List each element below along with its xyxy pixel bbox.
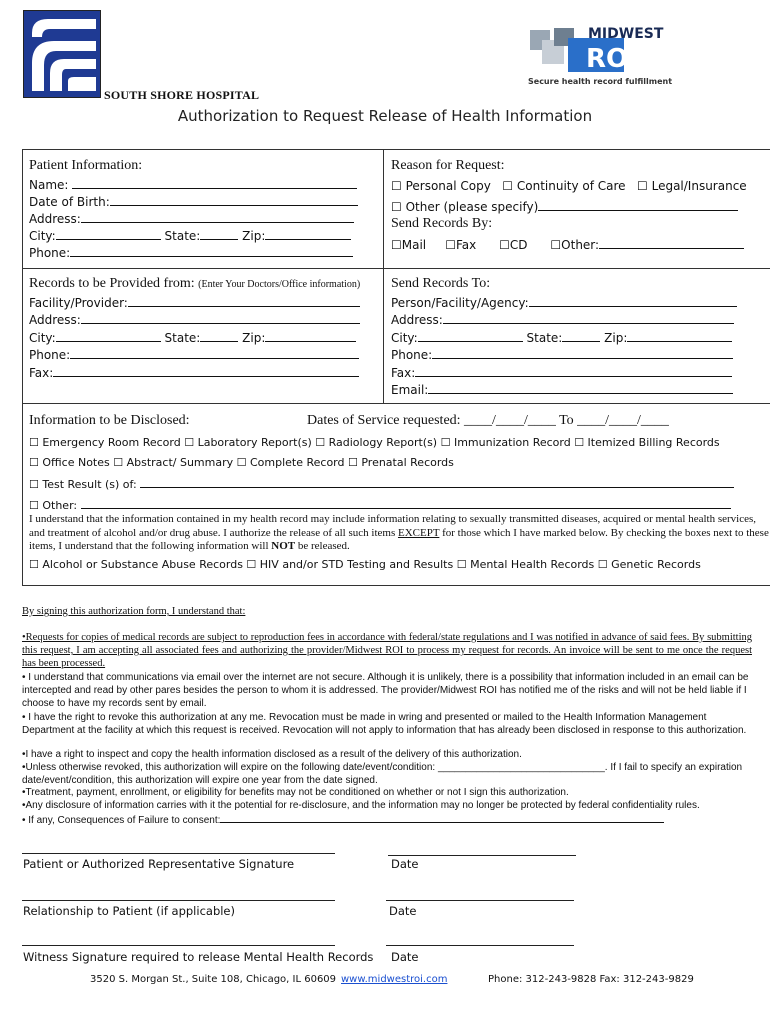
footer-phone-fax: Phone: 312-243-9828 Fax: 312-243-9829	[488, 974, 694, 985]
witness-signature-line[interactable]	[22, 945, 335, 946]
not-text: NOT	[271, 540, 296, 552]
patient-dob-field[interactable]: Date of Birth:	[29, 194, 358, 209]
document-title: Authorization to Request Release of Health Information	[177, 107, 593, 125]
terms-treatment: •Treatment, payment, enrollment, or eligibility for benefits may not be conditioned on whether or not I sign this authorization.	[22, 787, 569, 798]
test-result-field[interactable]: ☐ Test Result (s) of:	[29, 476, 734, 491]
provider-fax-field[interactable]: Fax:	[29, 365, 359, 380]
send-to-fax-field[interactable]: Fax:	[391, 365, 732, 380]
provider-address-field[interactable]: Address:	[29, 312, 360, 327]
disclosed-heading: Information to be Disclosed:	[29, 413, 190, 428]
terms-heading: By signing this authorization form, I understand that:	[22, 606, 246, 617]
footer-address: 3520 S. Morgan St., Suite 108, Chicago, IL 60609	[90, 974, 337, 985]
legal-checkbox[interactable]: ☐ Legal/Insurance	[637, 179, 747, 193]
roi-brand-text: MIDWEST	[588, 26, 664, 42]
patient-name-field[interactable]: Name:	[29, 177, 357, 192]
midwest-roi-logo	[524, 20, 674, 88]
divider	[383, 150, 384, 403]
send-to-city-field[interactable]: City: State: Zip:	[391, 330, 732, 345]
provided-from-note: (Enter Your Doctors/Office information)	[198, 279, 361, 290]
mail-checkbox[interactable]: ☐Mail	[391, 238, 427, 252]
disclosed-options-row2[interactable]: ☐ Office Notes ☐ Abstract/ Summary ☐ Complete Record ☐ Prenatal Records	[29, 456, 454, 469]
send-to-email-field[interactable]: Email:	[391, 382, 733, 397]
send-by-options[interactable]	[391, 237, 744, 252]
terms-expire: •Unless otherwise revoked, this authorization will expire on the following date/event/condition: ______________________________. If I fail to specify an expiration date/event/condition, this authorization will expire one year from the date signed.	[22, 762, 743, 786]
relationship-line[interactable]	[22, 900, 335, 901]
south-shore-hospital-logo	[23, 10, 101, 98]
reason-other-field[interactable]: ☐ Other (please specify)	[391, 199, 738, 214]
reason-options[interactable]	[391, 179, 747, 193]
terms-fees: •Requests for copies of medical records are subject to reproduction fees in accordance with federal/state regulations and I was notified in advance of said fees. By submitting this request, I am accepting all associated fees and authorizing the provider/Midwest ROI to process my request for records. An invoice will be sent to me once the request has been processed.	[22, 632, 752, 669]
consequences-field[interactable]: • If any, Consequences of Failure to consent:	[22, 813, 752, 827]
other-send-checkbox[interactable]: ☐Other:	[550, 238, 600, 252]
divider	[23, 403, 770, 404]
date-label-1: Date	[391, 857, 419, 871]
patient-signature-line[interactable]	[22, 853, 335, 854]
provider-city-field[interactable]: City: State: Zip:	[29, 330, 356, 345]
date-line-3[interactable]	[386, 945, 574, 946]
witness-signature-label: Witness Signature required to release Mental Health Records	[23, 950, 374, 964]
date-label-3: Date	[391, 950, 419, 964]
send-to-address-field[interactable]: Address:	[391, 312, 734, 327]
date-line-2[interactable]	[386, 900, 574, 901]
date-line-1[interactable]	[388, 855, 576, 856]
dates-of-service-field[interactable]: Dates of Service requested: ____/____/____ To ____/____/____	[307, 413, 669, 428]
send-to-heading: Send Records To:	[391, 276, 491, 291]
roi-word-text: ROI	[586, 44, 638, 74]
personal-copy-checkbox[interactable]: ☐ Personal Copy	[391, 179, 491, 193]
patient-phone-field[interactable]: Phone:	[29, 245, 353, 260]
disclosed-other-field[interactable]: ☐ Other:	[29, 497, 731, 512]
provider-phone-field[interactable]: Phone:	[29, 347, 359, 362]
sensitive-options-row[interactable]: ☐ Alcohol or Substance Abuse Records ☐ HIV and/or STD Testing and Results ☐ Mental Health Records ☐ Genetic Records	[29, 558, 701, 571]
except-text: EXCEPT	[397, 526, 440, 539]
terms-email: • I understand that communications via email over the internet are not secure. Although it is unlikely, there is a possibility that information included in an email can be intercepted and read by other pares besides the person to whom it is addressed. The provider/Midwest ROI has notified me of the risks and will not be held liable if I choose to have my records sent by email.	[22, 672, 749, 709]
fax-checkbox[interactable]: ☐Fax	[445, 238, 477, 252]
sensitive-info-paragraph: I understand that the information contained in my health record may include information relating to sexually transmitted diseases, acquired or mental health services, and treatment of alcohol and/or drug abuse. I authorize the release of all such items EXCEPT for those which I have marked below. By checking the boxes next to these items, I understand that the following information will NOT be released.	[29, 513, 769, 552]
send-to-person-field[interactable]: Person/Facility/Agency:	[391, 295, 737, 310]
reason-heading: Reason for Request:	[391, 158, 505, 173]
patient-city-field[interactable]: City: State: Zip:	[29, 228, 351, 243]
disclosed-options-row1[interactable]: ☐ Emergency Room Record ☐ Laboratory Report(s) ☐ Radiology Report(s) ☐ Immunization Record ☐ Itemized Billing Records	[29, 436, 720, 449]
cd-checkbox[interactable]: ☐CD	[499, 238, 528, 252]
send-by-heading: Send Records By:	[391, 216, 493, 231]
authorization-form	[22, 149, 770, 586]
footer-website-link[interactable]: www.midwestroi.com	[341, 974, 448, 985]
terms-revoke: • I have the right to revoke this authorization at any me. Revocation must be made in wring and presented or mailed to the Health Information Management Department at the facility at which this request is received. Revocation will not apply to information that has already been disclosed in response to this authorization.	[22, 712, 747, 736]
provided-from-heading: Records to be Provided from: (Enter Your Doctors/Office information)	[29, 276, 361, 291]
continuity-checkbox[interactable]: ☐ Continuity of Care	[502, 179, 626, 193]
terms-inspect: •I have a right to inspect and copy the health information disclosed as a result of the delivery of this authorization.	[22, 749, 522, 760]
date-label-2: Date	[389, 904, 417, 918]
divider	[23, 268, 770, 269]
patient-info-heading: Patient Information:	[29, 158, 143, 173]
provider-facility-field[interactable]: Facility/Provider:	[29, 295, 360, 310]
hospital-name: SOUTH SHORE HOSPITAL	[104, 88, 260, 102]
terms-redisclosure: •Any disclosure of information carries with it the potential for re-disclosure, and the information may no longer be protected by federal confidentiality rules.	[22, 800, 700, 811]
relationship-label: Relationship to Patient (if applicable)	[23, 904, 235, 918]
patient-address-field[interactable]: Address:	[29, 211, 354, 226]
patient-signature-label: Patient or Authorized Representative Signature	[23, 857, 295, 871]
roi-tagline: Secure health record fulfillment	[528, 77, 673, 86]
send-to-phone-field[interactable]: Phone:	[391, 347, 733, 362]
